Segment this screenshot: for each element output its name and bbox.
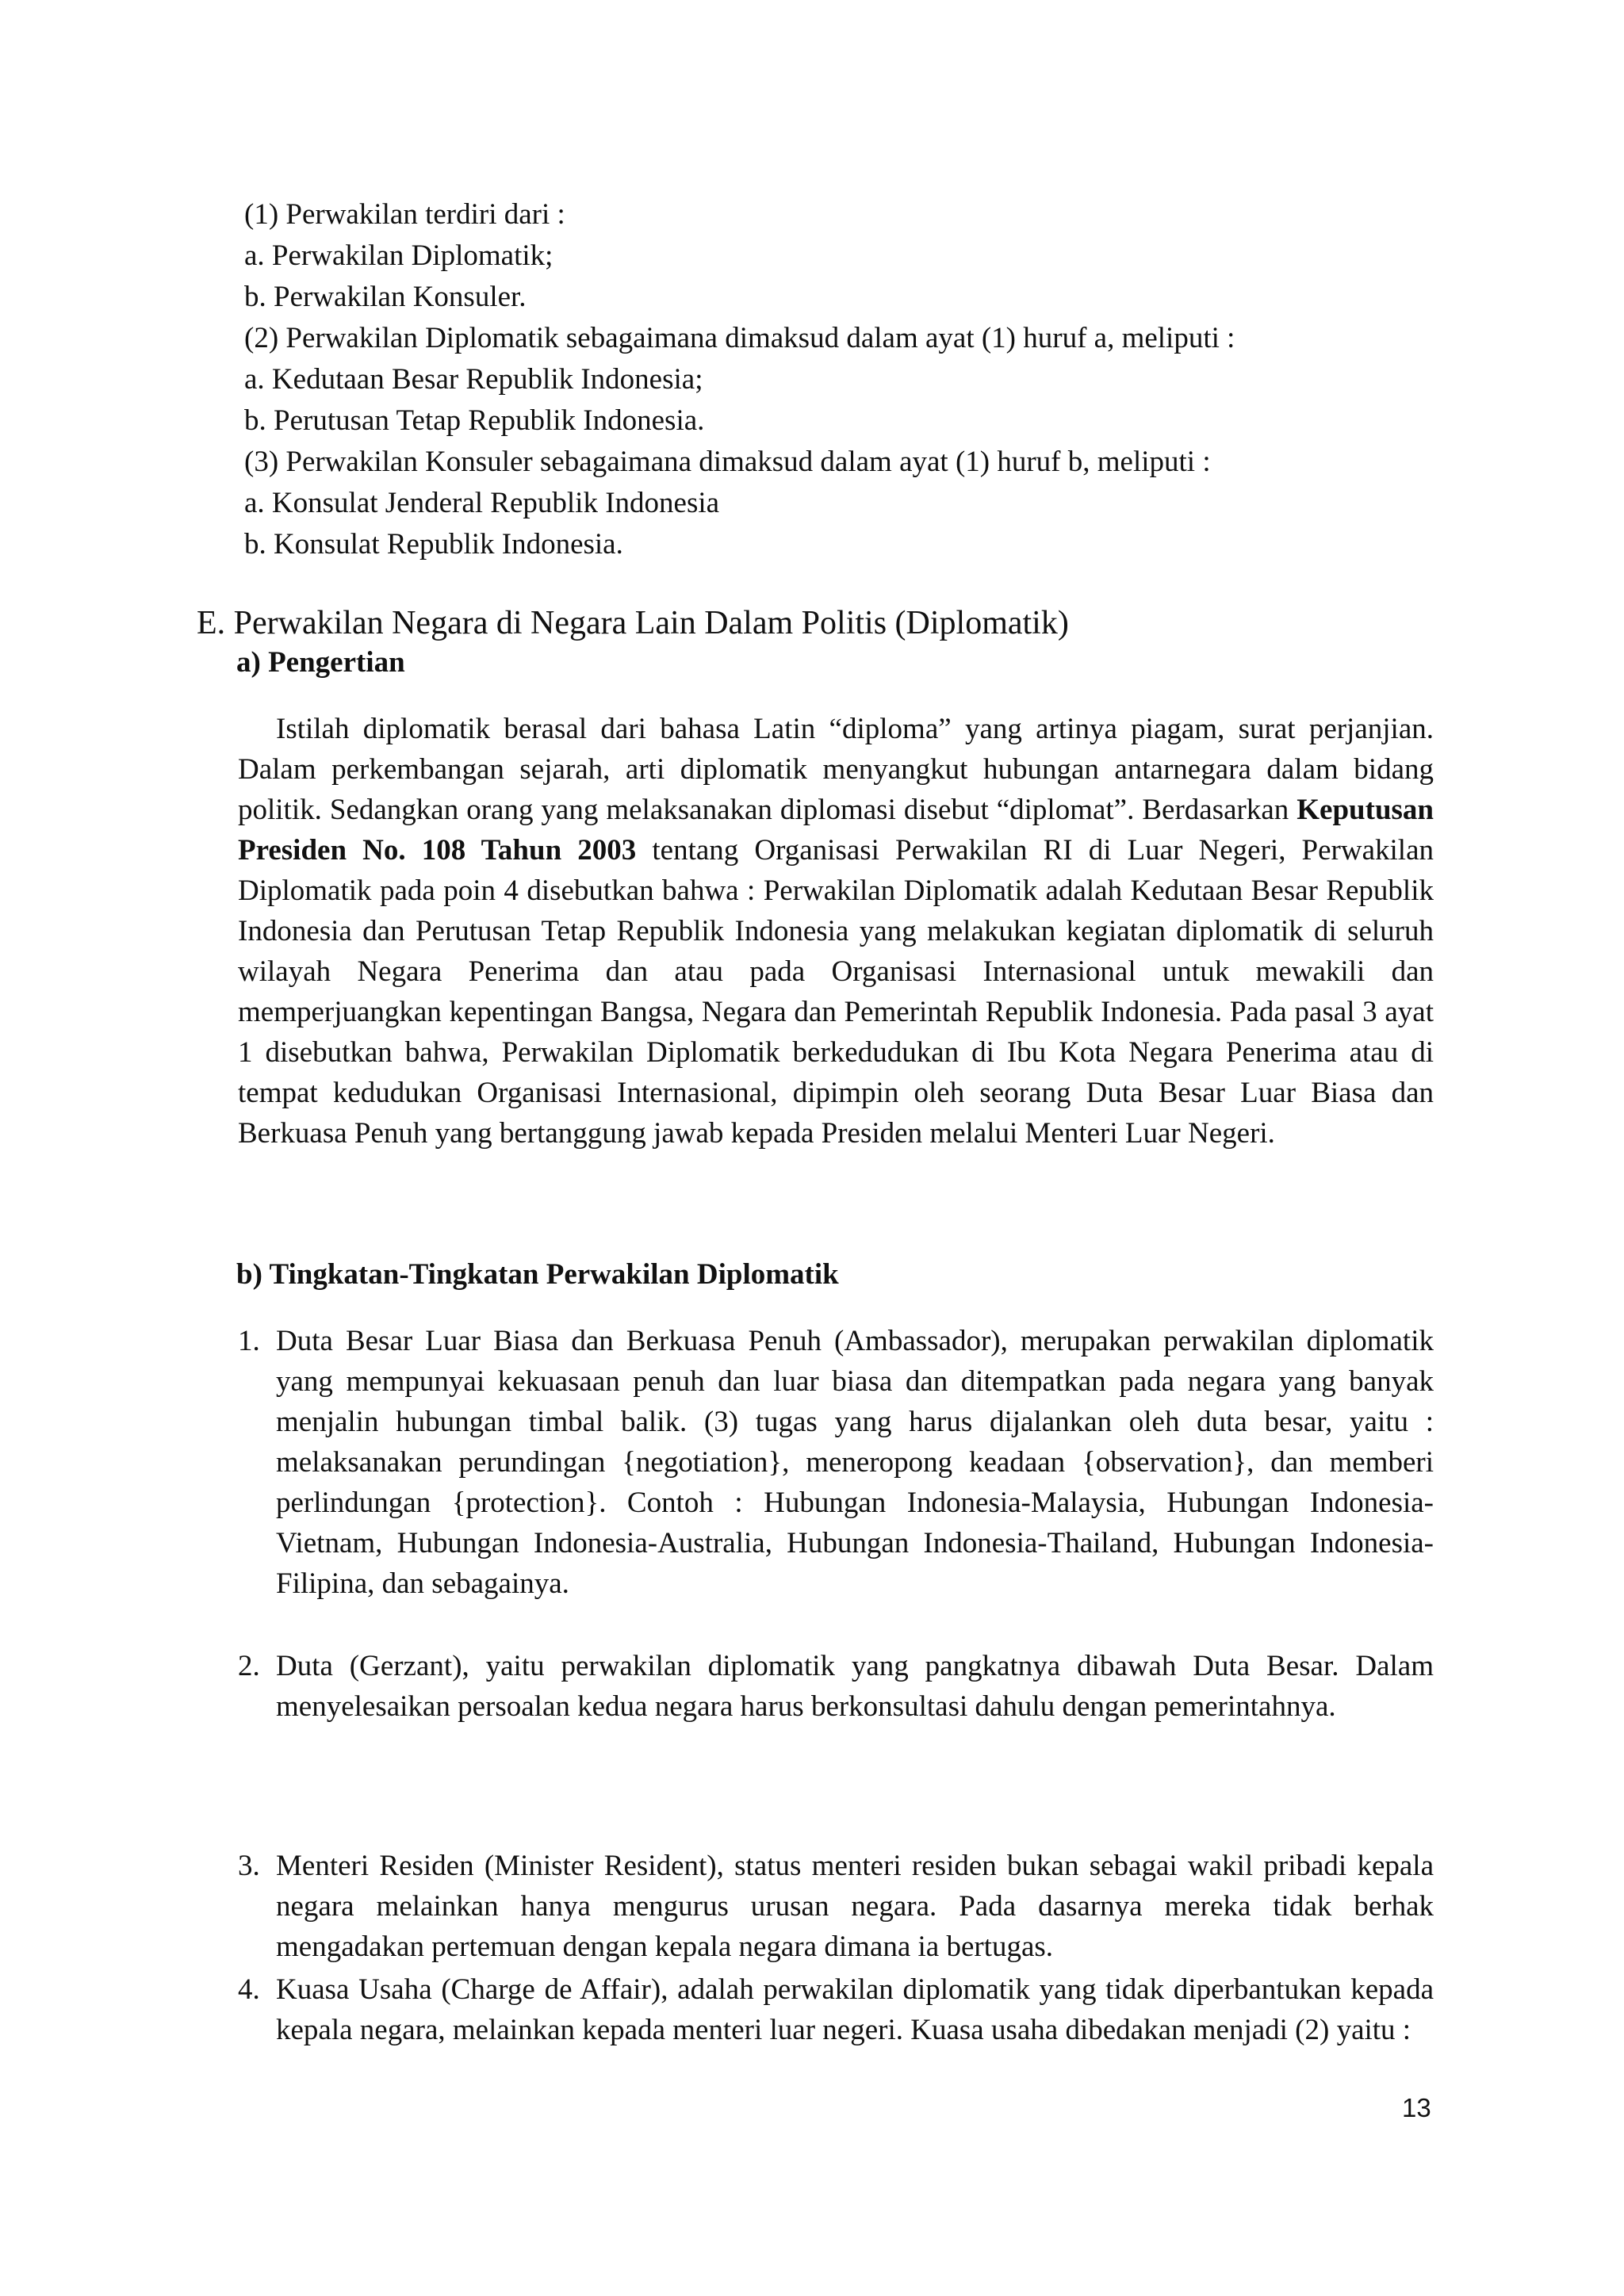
list-text: Kuasa Usaha (Charge de Affair), adalah perwakilan diplomatik yang tidak diperbantukan kepada kepala negara, melainkan kepada menteri luar negeri. Kuasa usaha dibedakan menjadi (2) yaitu :: [276, 1973, 1434, 2046]
intro-line: b. Perwakilan Konsuler.: [244, 281, 527, 313]
subheading-tingkatan: b) Tingkatan-Tingkatan Perwakilan Diplomatik: [236, 1258, 839, 1291]
intro-line: a. Kedutaan Besar Republik Indonesia;: [244, 363, 703, 396]
list-item: [238, 1969, 1434, 2050]
intro-line: (3) Perwakilan Konsuler sebagaimana dimaksud dalam ayat (1) huruf b, meliputi :: [244, 446, 1211, 478]
list-item: [238, 1846, 1434, 1967]
paragraph-text: tentang Organisasi Perwakilan RI di Luar Negeri, Perwakilan Diplomatik pada poin 4 disebutkan bahwa : Perwakilan Diplomatik adalah Kedutaan Besar Republik Indonesia dan Perutusan Tetap Republik Indonesia yang melakukan kegiatan diplomatik di seluruh wilayah Negara Penerima dan atau pada Organisasi Internasional untuk mewakili dan memperjuangkan kepentingan Bangsa, Negara dan Pemerintah Republik Indonesia. Pada pasal 3 ayat 1 disebutkan bahwa, Perwakilan Diplomatik berkedudukan di Ibu Kota Negara Penerima atau di tempat kedudukan Organisasi Internasional, dipimpin oleh seorang Duta Besar Luar Biasa dan Berkuasa Penuh yang bertanggung jawab kepada Presiden melalui Menteri Luar Negeri.: [238, 834, 1434, 1150]
intro-line: a. Konsulat Jenderal Republik Indonesia: [244, 487, 720, 519]
intro-line: (2) Perwakilan Diplomatik sebagaimana dimaksud dalam ayat (1) huruf a, meliputi :: [244, 322, 1235, 354]
list-item: [238, 1321, 1434, 1604]
subheading-pengertian: a) Pengertian: [236, 646, 405, 679]
intro-line: b. Perutusan Tetap Republik Indonesia.: [244, 404, 705, 437]
page-number: 13: [1402, 2093, 1431, 2122]
section-heading: E. Perwakilan Negara di Negara Lain Dalam Politis (Diplomatik): [197, 605, 1069, 641]
paragraph-bold-reference: Keputusan Presiden No. 108 Tahun 2003: [238, 794, 1434, 867]
list-text: Menteri Residen (Minister Resident), status menteri residen bukan sebagai wakil pribadi kepala negara melainkan hanya mengurus urusan negara. Pada dasarnya mereka tidak berhak mengadakan pertemuan dengan kepala negara dimana ia bertugas.: [276, 1850, 1434, 1963]
list-number: 1.: [238, 1325, 260, 1357]
list-text: Duta (Gerzant), yaitu perwakilan diplomatik yang pangkatnya dibawah Duta Besar. Dalam menyelesaikan persoalan kedua negara harus berkonsultasi dahulu dengan pemerintahnya.: [276, 1650, 1434, 1723]
intro-line: (1) Perwakilan terdiri dari :: [244, 198, 565, 231]
paragraph-text: Istilah diplomatik berasal dari bahasa Latin “diploma” yang artinya piagam, surat perjanjian. Dalam perkembangan sejarah, arti diplomatik menyangkut hubungan antarnegara dalam bidang politik. Sedangkan orang yang melaksanakan diplomasi disebut “diplomat”. Berdasarkan: [238, 713, 1434, 826]
intro-line: b. Konsulat Republik Indonesia.: [244, 528, 623, 561]
list-number: 4.: [238, 1973, 260, 2006]
list-number: 2.: [238, 1650, 260, 1682]
list-number: 3.: [238, 1850, 260, 1882]
list-text: Duta Besar Luar Biasa dan Berkuasa Penuh (Ambassador), merupakan perwakilan diplomatik yang mempunyai kekuasaan penuh dan luar biasa dan ditempatkan pada negara yang banyak menjalin hubungan timbal balik. (3) tugas yang harus dijalankan oleh duta besar, yaitu : melaksanakan perundingan {negotiation}, meneropong keadaan {observation}, dan memberi perlindungan {protection}. Contoh : Hubungan Indonesia-Malaysia, Hubungan Indonesia-Vietnam, Hubungan Indonesia-Australia, Hubungan Indonesia-Thailand, Hubungan Indonesia-Filipina, dan sebagainya.: [276, 1325, 1434, 1600]
intro-line: a. Perwakilan Diplomatik;: [244, 239, 553, 272]
list-item: [238, 1646, 1434, 1727]
definition-paragraph: [238, 709, 1434, 1154]
